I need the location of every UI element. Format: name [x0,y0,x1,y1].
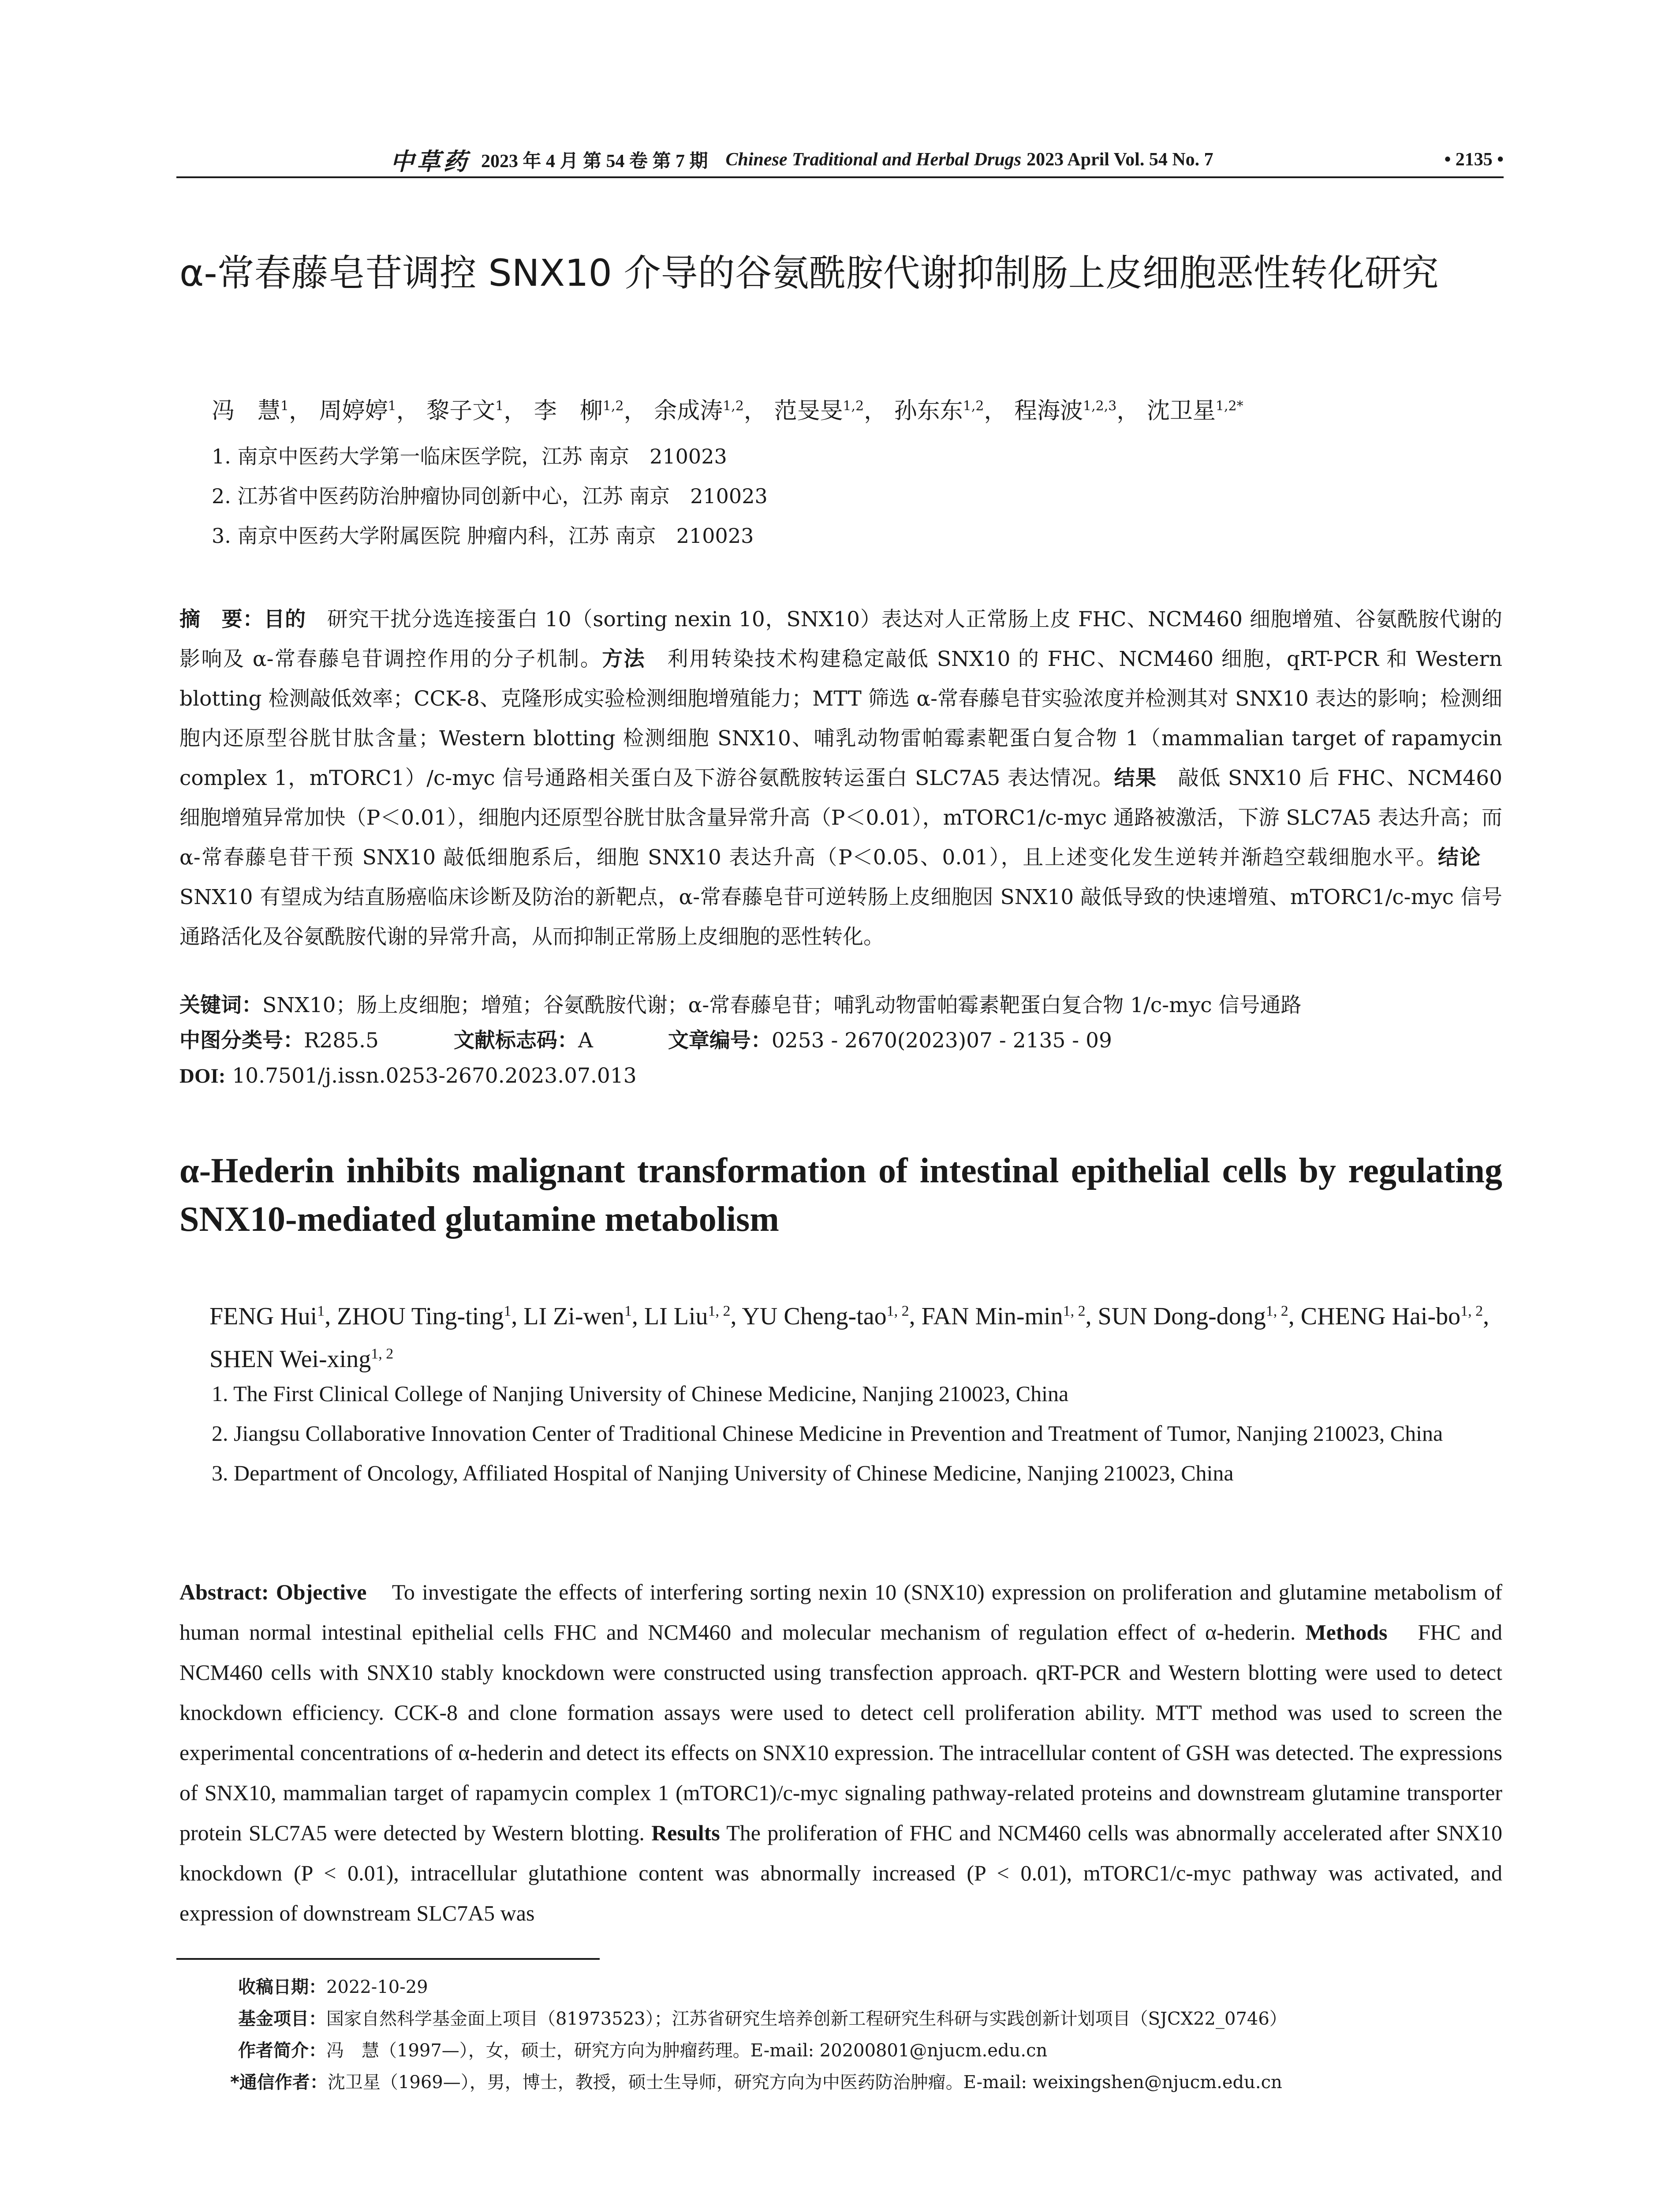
abstract-label: 摘 要： [179,607,264,632]
affiliation: 2. Jiangsu Collaborative Innovation Center of Traditional Chinese Medicine in Prevention and Treatment of Tumor, Nanjing 210023, China [212,1421,1443,1446]
author: SUN Dong-dong$^{1, 2}$ [1098,1302,1288,1330]
issue-info-cn: 2023 年 4 月 第 54 卷 第 7 期 [481,151,708,172]
running-header [176,142,1504,177]
affiliation: 3. Department of Oncology, Affiliated Hospital of Nanjing University of Chinese Medicine, Nanjing 210023, China [212,1461,1234,1485]
fund-info: 基金项目：国家自然科学基金面上项目（81973523）；江苏省研究生培养创新工程研究生科研与实践创新计划项目（SJCX22_0746） [238,2009,1287,2029]
results-text: The proliferation of FHC and NCM460 cells was abnormally accelerated after SNX10 knockdown (P < 0.01), intracellular glutathione content was abnormally increased (P < 0.01), mTORC1/c-myc pathway was activated, and expression of downstream SLC7A5 was [179,1820,1503,1925]
header-divider [176,176,1504,178]
objective-label: 目的 [264,607,306,632]
keywords-cn [179,988,1502,1023]
corresponding-author: *通信作者：沈卫星（1969—），男，博士，教授，硕士生导师，研究方向为中医药防治肿瘤。E-mail: weixingshen@njucm.edu.cn [230,2072,1282,2093]
title-cn: α-常春藤皂苷调控 SNX10 介导的谷氨酰胺代谢抑制肠上皮细胞恶性转化研究 [179,251,1439,295]
author: FENG Hui$^1$ [209,1302,325,1330]
footnote-divider [176,1958,600,1960]
doi-line [179,1058,1502,1094]
methods-label: 方法 [602,647,646,671]
clc-number: 中图分类号：R285.5 [179,1028,379,1053]
author: LI Zi-wen$^1$ [523,1302,632,1330]
keywords-label: 关键词： [179,993,262,1017]
issue-info-en: 2023 April Vol. 54 No. 7 [1027,149,1213,170]
objective-text: 研究干扰分选连接蛋白 10（sorting nexin 10，SNX10）表达对人正常肠上皮 FHC、NCM460 细胞增殖、谷氨酰胺代谢的影响及 α-常春藤皂苷调控作用的分子机制。 [179,607,1503,671]
author: 周婷婷$^1$ [319,398,396,425]
doi-link[interactable]: 10.7501/j.issn.0253-2670.2023.07.013 [232,1064,637,1088]
document-code: 文献标志码：A [453,1028,593,1053]
title-en: α-Hederin inhibits malignant transformation of intestinal epithelial cells by regulating SNX10-mediated glutamine metabolism [179,1151,1502,1239]
article-number: 文章编号：0253 - 2670(2023)07 - 2135 - 09 [668,1028,1112,1053]
authors-en: FENG Hui$^1$, ZHOU Ting-ting$^1$, LI Zi-wen$^1$, LI Liu$^{1, 2}$, YU Cheng-tao$^{1, 2}$, FAN Min-$\min^{1, 2}$, SUN Dong-dong$^{1, 2}$, CHENG Hai-bo$^{1, 2}$, SHEN Wei-xing$^{1, 2}$ [209,1302,1490,1373]
author: 黎子文$^1$ [426,398,504,425]
keywords-text: SNX10；肠上皮细胞；增殖；谷氨酰胺代谢；α-常春藤皂苷；哺乳动物雷帕霉素靶蛋白复合物 1/c-myc 信号通路 [262,993,1302,1017]
author: FAN Min-$\min^{1, 2}$ [921,1302,1086,1330]
affiliations-cn [212,437,1504,556]
doi-label: DOI: [179,1065,226,1088]
received-date: 收稿日期：2022-10-29 [238,1977,428,1997]
author: 程海波$^{1,2,3}$ [1014,398,1117,425]
author: LI Liu$^{1, 2}$ [644,1302,731,1330]
methods-label: Methods [1305,1620,1388,1644]
abstract-cn [179,600,1502,957]
footnotes [230,1971,1504,2098]
affiliation: 1. 南京中医药大学第一临床医学院，江苏 南京 210023 [212,445,727,468]
affiliations-en [212,1374,1504,1493]
page-number: • 2135 • [1444,149,1504,170]
author: 余成涛$^{1,2}$ [654,398,744,425]
author: 范旻旻$^{1,2}$ [774,398,864,425]
author: 李 柳$^{1,2}$ [534,398,624,425]
methods-text: 利用转染技术构建稳定敲低 SNX10 的 FHC、NCM460 细胞，qRT-PCR 和 Western blotting 检测敲低效率；CCK-8、克隆形成实验检测细胞增殖能力；MTT 筛选 α-常春藤皂苷实验浓度并检测其对 SNX10 表达的影响；检测细胞内还原型谷胱甘肽含量；Western blotting 检测细胞 SNX10、哺乳动物雷帕霉素靶蛋白复合物 1（mammalian target of rapamycin complex 1，mTORC1）/c-myc 信号通路相关蛋白及下游谷氨酰胺转运蛋白 SLC7A5 表达情况。 [179,647,1503,790]
methods-text: FHC and NCM460 cells with SNX10 stably knockdown were constructed using transfection approach. qRT-PCR and Western blotting were used to detect knockdown efficiency. CCK-8 and clone formation assays were used to detect cell proliferation ability. MTT method was used to screen the experimental concentrations of α-hederin and detect its effects on SNX10 expression. The intracellular content of GSH was detected. The expressions of SNX10, mammalian target of rapamycin complex 1 (mTORC1)/c-myc signaling pathway-related proteins and downstream glutamine transporter protein SLC7A5 were detected by Western blotting. [179,1620,1502,1845]
conclusion-text: SNX10 有望成为结直肠癌临床诊断及防治的新靶点，α-常春藤皂苷可逆转肠上皮细胞因 SNX10 敲低导致的快速增殖、mTORC1/c-myc 信号通路活化及谷氨酰胺代谢的异常升高，从而抑制正常肠上皮细胞的恶性转化。 [179,845,1502,949]
abstract-objective-label: Abstract: Objective [179,1580,367,1604]
results-label: 结果 [1114,766,1157,790]
journal-name-cn: 中草药 [390,148,470,175]
author: CHENG Hai-bo$^{1, 2}$ [1300,1302,1483,1330]
author: SHEN Wei-xing$^{1, 2}$ [209,1345,394,1373]
affiliation: 3. 南京中医药大学附属医院 肿瘤内科，江苏 南京 210023 [212,524,754,548]
affiliation: 2. 江苏省中医药防治肿瘤协同创新中心，江苏 南京 210023 [212,484,768,508]
objective-text: To investigate the effects of interfering sorting nexin 10 (SNX10) expression on proliferation and glutamine metabolism of human normal intestinal epithelial cells FHC and NCM460 and molecular mechanism of regulation effect of α-hederin. [179,1580,1502,1644]
author: ZHOU Ting-ting$^1$ [337,1302,511,1330]
journal-name-en: Chinese Traditional and Herbal Drugs [725,149,1022,170]
author: YU Cheng-tao$^{1, 2}$ [742,1302,909,1330]
results-text: 敲低 SNX10 后 FHC、NCM460 细胞增殖异常加快（P＜0.01），细胞内还原型谷胱甘肽含量异常升高（P＜0.01），mTORC1/c-myc 通路被激活，下游 SLC7A5 表达升高；而 α-常春藤皂苷干预 SNX10 敲低细胞系后，细胞 SNX10 表达升高（P＜0.05、0.01），且上述变化发生逆转并渐趋空载细胞水平。 [179,766,1503,870]
classification-line [179,1023,1502,1058]
results-label: Results [651,1820,720,1845]
author: 冯 慧$^1$ [212,398,289,425]
authors-cn: 冯 慧$^1$， 周婷婷$^1$， 黎子文$^1$， 李 柳$^{1,2}$， 余成涛$^{1,2}$， 范旻旻$^{1,2}$， 孙东东$^{1,2}$， 程海波$^{1,2,3}$， 沈卫星$^{1,2*}$ [212,398,1243,425]
author: 沈卫星$^{1,2*}$ [1146,398,1243,425]
affiliation: 1. The First Clinical College of Nanjing University of Chinese Medicine, Nanjing 210023, China [212,1381,1069,1406]
conclusion-label: 结论 [1437,845,1482,870]
author: 孙东东$^{1,2}$ [894,398,984,425]
abstract-en [179,1572,1502,1933]
author-bio: 作者简介：冯 慧（1997—），女，硕士，研究方向为肿瘤药理。E-mail: 20200801@njucm.edu.cn [238,2041,1048,2061]
